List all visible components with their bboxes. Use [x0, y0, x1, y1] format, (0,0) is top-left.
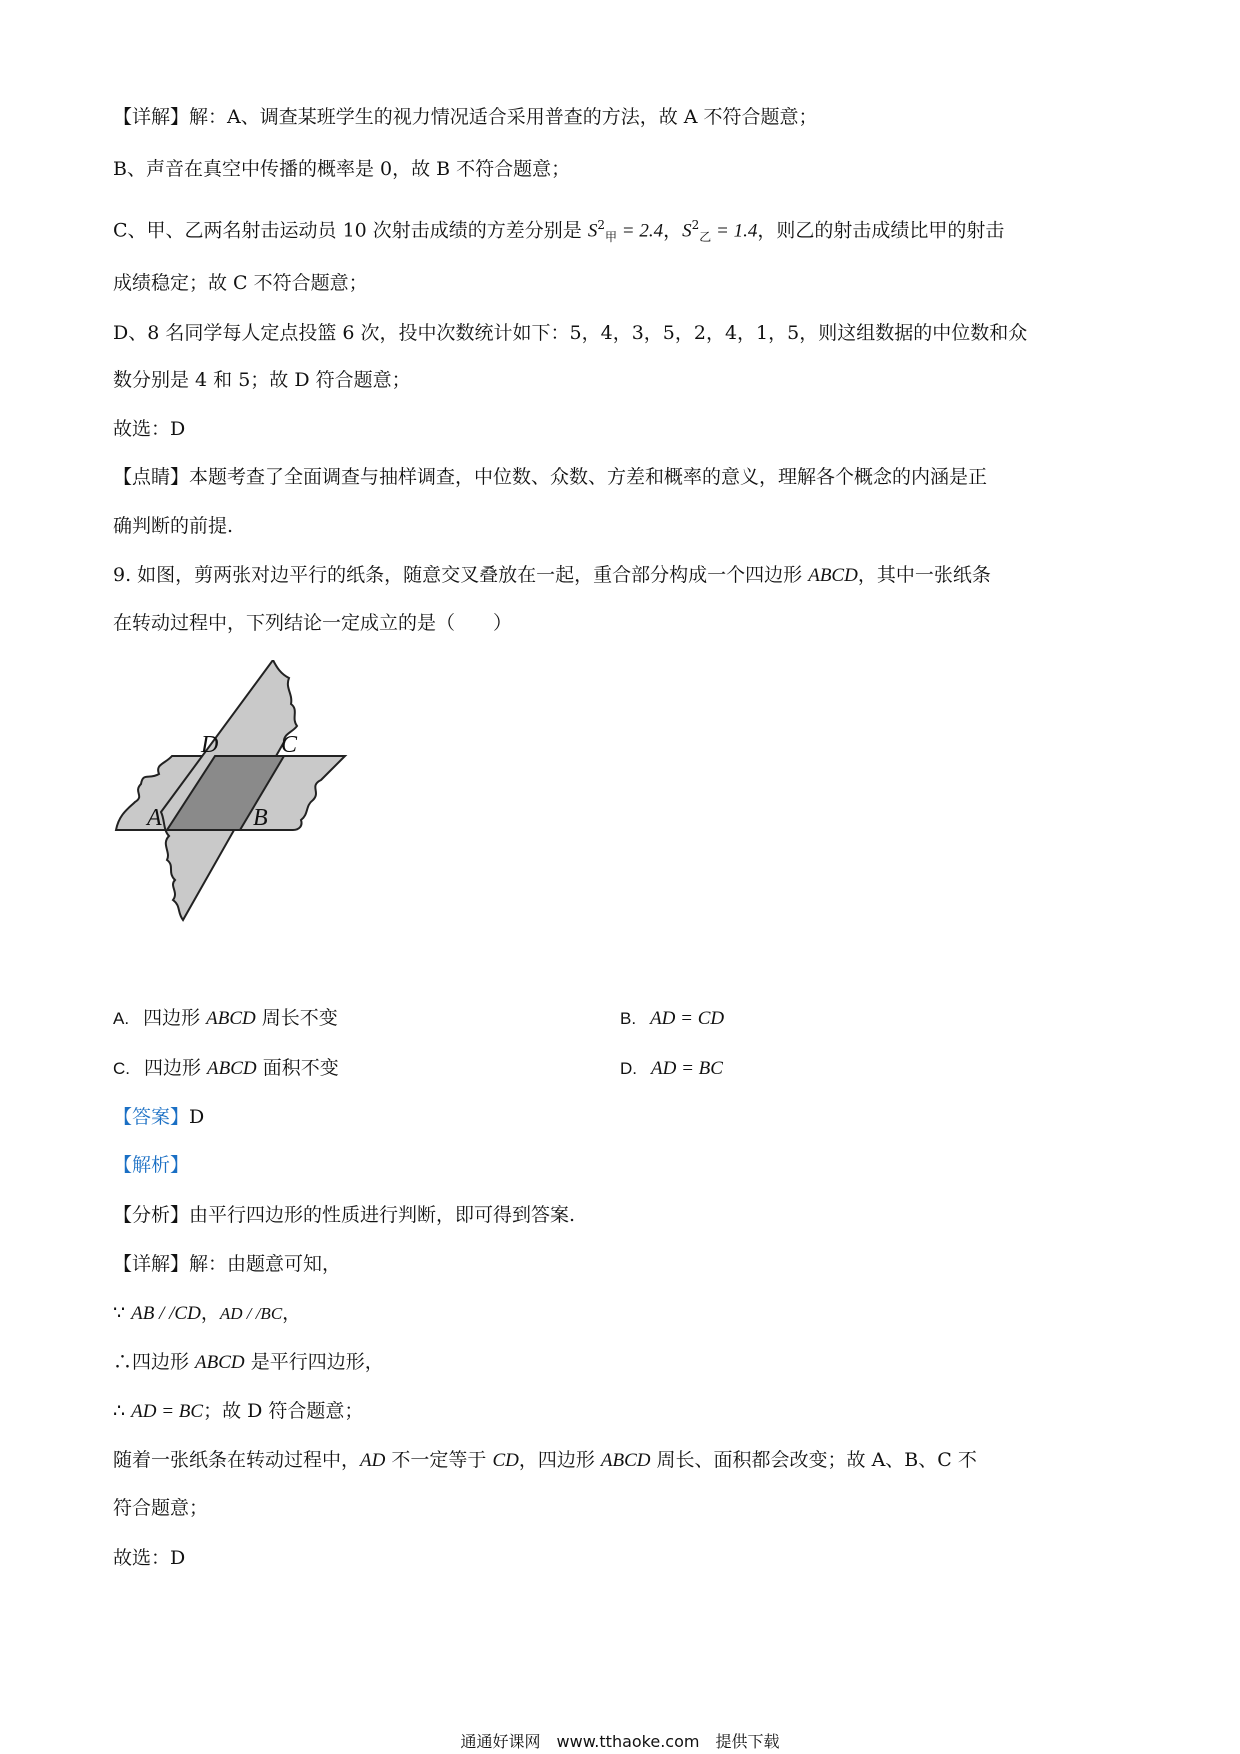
solution-line-c-cont: 成绩稳定；故 C 不符合题意； [113, 272, 368, 294]
remark-line-cont: 确判断的前提. [113, 515, 234, 537]
paper-strips-figure [113, 660, 363, 930]
option-b: B. AD = CD [620, 1008, 725, 1029]
page-footer: 通通好课网 www.tthaoke.com 提供下载 [460, 1732, 780, 1751]
solution-line-d: D、8 名同学每人定点投篮 6 次，投中次数统计如下：5，4，3，5，2，4，1，5，则这组数据的中位数和众 [113, 322, 1028, 344]
option-c: C. 四边形 ABCD 面积不变 [113, 1057, 339, 1079]
rotation-line-cont: 符合题意； [113, 1497, 209, 1519]
label-c: C [281, 732, 298, 758]
analysis-line: 【分析】由平行四边形的性质进行判断，即可得到答案. [113, 1204, 576, 1226]
label-b: B [253, 805, 268, 831]
solution-line-b: B、声音在真空中传播的概率是 0，故 B 不符合题意； [113, 158, 571, 180]
choice-line: 故选：D [113, 418, 186, 440]
therefore-line-2: ∴ AD = BC；故 D 符合题意； [113, 1400, 364, 1422]
solution-line-c: C、甲、乙两名射击运动员 10 次射击成绩的方差分别是 $S^2_甲 = 2.4$，$S^2_乙 = 1.4$，则乙的射击成绩比甲的射击 [113, 218, 1005, 245]
solution-detail-line: 【详解】解：A、调查某班学生的视力情况适合采用普查的方法，故 A 不符合题意； [113, 106, 818, 128]
final-choice-line: 故选：D [113, 1547, 186, 1569]
rotation-line: 随着一张纸条在转动过程中，AD 不一定等于 CD，四边形 ABCD 周长、面积都会改变；故 A、B、C 不 [113, 1449, 977, 1471]
option-a: A. 四边形 ABCD 周长不变 [113, 1007, 338, 1029]
detail-line: 【详解】解：由题意可知， [113, 1253, 342, 1275]
answer-line: 【答案】D [113, 1106, 205, 1128]
remark-line: 【点睛】本题考查了全面调查与抽样调查，中位数、众数、方差和概率的意义，理解各个概念的内涵是正 [113, 466, 988, 488]
option-d: D. AD = BC [620, 1058, 723, 1079]
solution-line-d-cont: 数分别是 4 和 5；故 D 符合题意； [113, 369, 411, 391]
therefore-line-1: ∴四边形 ABCD 是平行四边形， [113, 1351, 384, 1373]
because-line: ∵ AB / /CD，AD / /BC， [113, 1302, 302, 1324]
label-d: D [201, 732, 219, 758]
label-a: A [147, 805, 162, 831]
analysis-heading: 【解析】 [113, 1154, 190, 1176]
question-9-stem-cont: 在转动过程中，下列结论一定成立的是（ ） [113, 612, 513, 634]
question-9-stem: 9. 如图，剪两张对边平行的纸条，随意交叉叠放在一起，重合部分构成一个四边形 ABCD，其中一张纸条 [113, 564, 991, 586]
